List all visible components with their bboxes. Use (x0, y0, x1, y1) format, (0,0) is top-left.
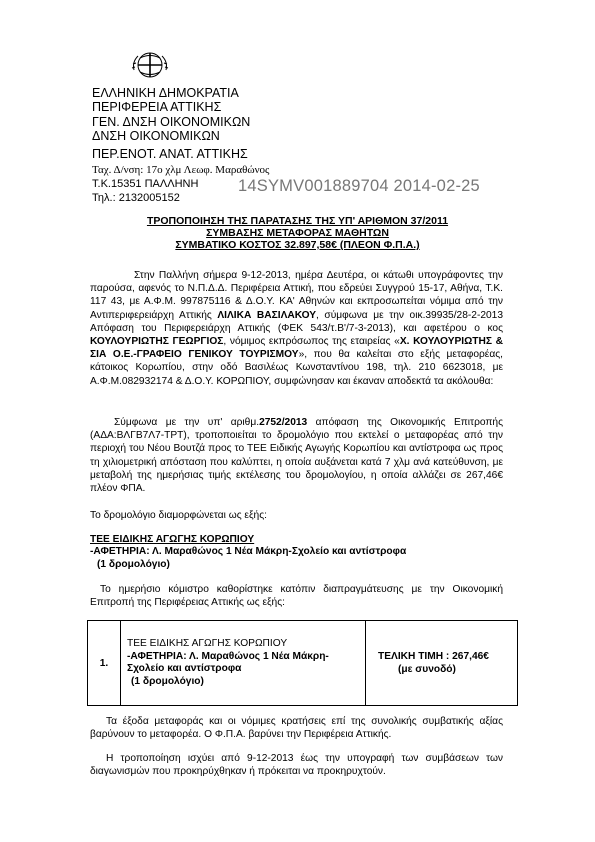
validity-text: Η τροποποίηση ισχύει από 9-12-2013 έως την υπογραφή των συμβάσεων των διαγωνισμών που προκηρύχθηκαν ή πρόκειται να προκηρυχτούν. (90, 753, 503, 778)
ada-stamp: 14SYMV001889704 2014-02-25 (238, 177, 480, 195)
company-name: Χ. ΚΟΥΛΟΥΡΙΩΤΗΣ & ΣΙΑ Ο.Ε.-ΓΡΑΦΕΙΟ ΓΕΝΙΚΟΥ ΤΟΥΡΙΣΜΟΥ (90, 336, 504, 361)
header-address: Ταχ. Δ/νση: 17ο χλμ Λεωφ. Μαραθώνος (92, 164, 270, 176)
row-count: (1 δρομολόγιο) (131, 675, 204, 687)
paragraph-expenses (90, 715, 503, 741)
table-row (88, 621, 518, 706)
route-count: (1 δρομολόγιο) (97, 559, 170, 570)
row-total (366, 621, 518, 706)
expenses-text: Τα έξοδα μεταφοράς και οι νόμιμες κρατήσεις επί της συνολικής συμβατικής αξίας βαρύνουν το μεταφορέα. Ο Φ.Π.Α. βαρύνει την Περιφέρεια Αττικής. (90, 716, 503, 741)
header-postal: Τ.Κ.15351 ΠΑΛΛΗΝΗ (92, 178, 199, 190)
parties-text-c: , νόμιμος εκπρόσωπος της εταιρείας « (223, 336, 400, 348)
decision-text-b: απόφαση της Οικονομικής Επιτροπής (ΑΔΑ:ΒΛΓΒ7Λ7-ΤΡΤ), τροποποιείται το δρομολόγιο που εκτελεί ο μεταφορέας από την περιοχή του Νέου Βουτζά προς το ΤΕΕ Ειδικής Αγωγής Κορωπίου και αντίστροφα ως προς τη χιλιομετρική απόσταση που καλύπτει, η οποία αυξάνεται κατά 7 χλμ ανά κατεύθυνση, με μεταβολή της ημερήσιας τιμής εκτέλεσης του δρομολογίου, η οποία αλλάζει σε 267,46€ πλέον ΦΠΑ. (90, 417, 503, 495)
row-total-price: ΤΕΛΙΚΗ ΤΙΜΗ : 267,46€ (378, 651, 489, 662)
route-table (87, 620, 518, 706)
parties-text-a: Στην Παλλήνη σήμερα 9-12-2013, ημέρα Δευτέρα, οι κάτωθι υπογράφοντες την παρούσα, αφενός το Ν.Π.Δ.Δ. Περιφέρεια Αττική, που εδρεύει Συγγρού 15-17, Αθήνα, Τ.Κ. 117 43, με Α.Φ.Μ. 997875116 & Δ.Ο.Υ. ΚΑ' Αθηνών και εκπροσωπείται νόμιμα από την Αντιπεριφερειάρχη Αττικής (90, 270, 503, 321)
row-school: ΤΕΕ ΕΙΔΙΚΗΣ ΑΓΩΓΗΣ ΚΟΡΩΠΙΟΥ (127, 638, 288, 649)
paragraph-decision (90, 416, 503, 495)
header-region: ΠΕΡΙΦΕΡΕΙΑ ΑΤΤΙΚΗΣ (92, 100, 222, 114)
paragraph-validity (90, 752, 503, 778)
row-number: 1. (88, 621, 121, 706)
paragraph-fare (90, 583, 503, 609)
header-gen-directorate: ΓΕΝ. ΔΝΣΗ ΟΙΚΟΝΟΜΙΚΩΝ (92, 115, 251, 129)
school-name: ΤΕΕ ΕΙΔΙΚΗΣ ΑΓΩΓΗΣ ΚΟΡΩΠΙΟΥ (90, 534, 255, 545)
paragraph-parties (90, 269, 503, 388)
route-intro: Το δρομολόγιο διαμορφώνεται ως εξής: (90, 510, 267, 521)
route-line: -ΑΦΕΤΗΡΙΑ: Λ. Μαραθώνος 1 Νέα Μάκρη-Σχολείο και αντίστροφα (90, 546, 407, 557)
row-description (121, 621, 366, 706)
header-directorate: ΔΝΣΗ ΟΙΚΟΝΟΜΙΚΩΝ (92, 129, 220, 143)
title-line-2: ΣΥΜΒΑΣΗΣ ΜΕΤΑΦΟΡΑΣ ΜΑΘΗΤΩΝ (206, 227, 389, 239)
parties-text-d: », που θα καλείται στο εξής μεταφορέας, κάτοικος Κορωπίου, στην οδό Βασιλέως Κωνσταντίνου 198, τηλ. 210 6623018, με Α.Φ.Μ.082932174 & Δ.Ο.Υ. ΚΟΡΩΠΙΟΥ, συμφώνησαν και έκαναν αποδεκτά τα ακόλουθα: (90, 349, 503, 387)
representative-name: ΚΟΥΛΟΥΡΙΩΤΗΣ ΓΕΩΡΓΙΟΣ (90, 336, 224, 348)
header-unit: ΠΕΡ.ΕΝΟΤ. ΑΝΑΤ. ΑΤΤΙΚΗΣ (92, 147, 248, 161)
fare-text: Το ημερήσιο κόμιστρο καθορίστηκε κατόπιν διαπραγμάτευσης με την Οικονομική Επιτροπή της Περιφέρειας Αττικής ως εξής: (90, 584, 503, 609)
title-line-3: ΣΥΜΒΑΤΙΚΟ ΚΟΣΤΟΣ 32.897,58€ (ΠΛΕΟΝ Φ.Π.Α.) (175, 239, 420, 251)
greek-emblem-icon (130, 50, 170, 80)
deputy-governor-name: ΛΙΛΙΚΑ ΒΑΣΙΛΑΚΟΥ (217, 309, 317, 321)
row-total-note: (με συνοδό) (398, 664, 456, 675)
header-phone: Τηλ.: 2132005152 (92, 192, 180, 204)
title-line-1: ΤΡΟΠΟΠΟΙΗΣΗ ΤΗΣ ΠΑΡΑΤΑΣΗΣ ΤΗΣ ΥΠ' ΑΡΙΘΜΟΝ 37/2011 (146, 215, 449, 227)
row-route: -ΑΦΕΤΗΡΙΑ: Λ. Μαραθώνος 1 Νέα Μάκρη-Σχολείο και αντίστροφα (127, 650, 329, 674)
parties-text-b: , σύμφωνα με την οικ.39935/28-2-2013 Απόφαση του Περιφερειάρχη Αττικής (ΦΕΚ 543/τ.Β'/7-3-2013), και αφετέρου ο κος (90, 309, 503, 334)
header-republic: ΕΛΛΗΝΙΚΗ ΔΗΜΟΚΡΑΤΙΑ (92, 86, 239, 100)
decision-text-a: Σύμφωνα με την υπ' αριθμ. (114, 417, 260, 428)
decision-number: 2752/2013 (259, 417, 308, 428)
